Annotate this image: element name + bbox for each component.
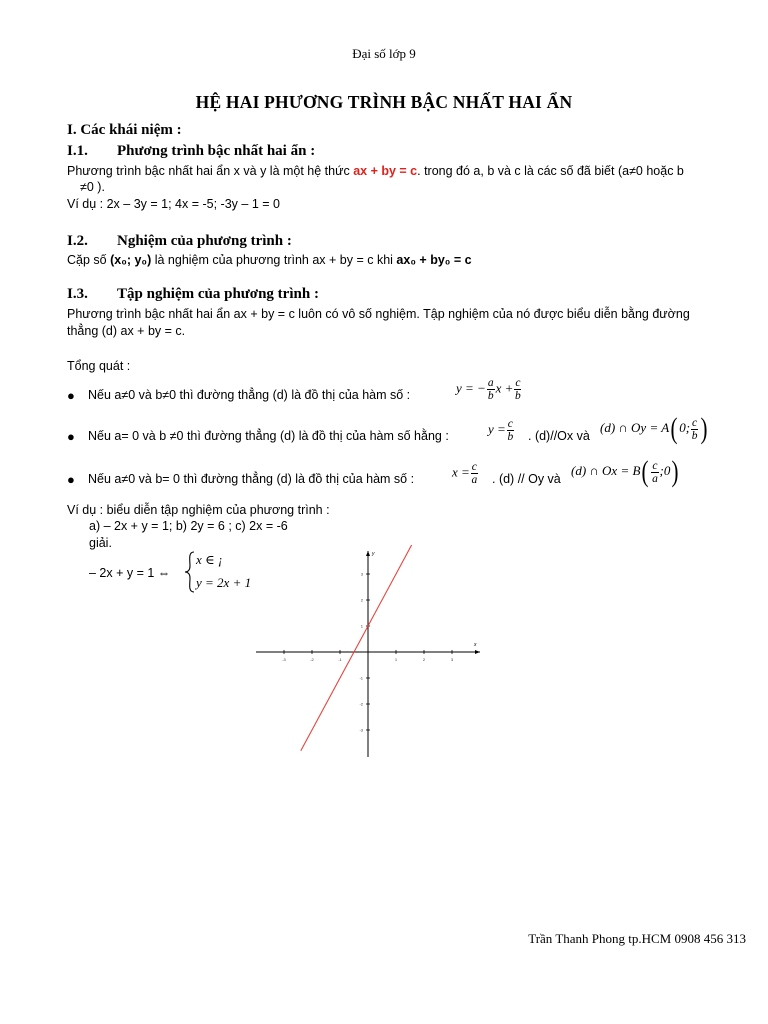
solution-set-text: Phương trình bậc nhất hai ẩn ax + by = c luôn có vô số nghiệm. Tập nghiệm của nó được biểu diễn bằng đường	[67, 307, 690, 321]
section-heading: I. Các khái niệm :	[67, 122, 182, 138]
y-tick-label: -3	[359, 727, 363, 733]
paren-open: (	[641, 455, 649, 488]
subsection-number: I.1.	[67, 143, 88, 159]
subsection-title: Tập nghiệm của phương trình :	[117, 286, 319, 302]
denominator: b	[507, 431, 514, 443]
subsection-heading-2	[67, 233, 292, 250]
formula-part: y =	[488, 421, 506, 437]
subsection-heading-1	[67, 143, 315, 160]
x-axis-arrow	[475, 650, 480, 654]
denominator: b	[515, 390, 521, 402]
numerator: c	[652, 459, 658, 472]
formula-part: 0;	[679, 419, 691, 435]
numerator: c	[692, 416, 698, 429]
denominator: b	[691, 429, 698, 442]
text-part: Cặp số	[67, 253, 111, 267]
x-tick-label: -1	[338, 657, 342, 662]
bullet-icon: ●	[67, 429, 75, 444]
formula-part: ;0	[659, 462, 671, 478]
bullet-case-3	[67, 472, 415, 487]
solution-label: giải.	[89, 536, 112, 550]
formula-part: (d) ∩ Ox = B	[571, 462, 641, 478]
formula-part: y = −	[456, 380, 486, 396]
definition-text	[67, 164, 684, 178]
formula-part: (d) ∩ Oy = A	[600, 419, 670, 435]
highlighted-formula: ax + by = c	[353, 164, 418, 178]
intersection-formula-a	[600, 414, 709, 444]
y-axis-arrow	[366, 551, 370, 556]
case-text: Nếu a≠0 và b≠0 thì đường thẳng (d) là đồ thị của hàm số :	[88, 388, 411, 402]
subsection-number: I.3.	[67, 286, 88, 302]
fraction	[514, 377, 521, 402]
condition-formula: ax₀ + by₀ = c	[396, 253, 472, 267]
formula-3	[452, 461, 479, 486]
general-label: Tổng quát :	[67, 359, 131, 373]
denominator: a	[471, 474, 478, 486]
x-tick-label: 3	[450, 657, 454, 662]
numerator: c	[471, 461, 477, 473]
y-tick-label: 1	[360, 623, 363, 629]
formula-part: x =	[452, 464, 470, 480]
page-header: Đại số lớp 9	[352, 46, 416, 61]
denominator: b	[487, 390, 494, 402]
line-graph	[252, 545, 486, 760]
bullet-icon: ●	[67, 472, 75, 487]
case-text: Nếu a= 0 và b ≠0 thì đường thẳng (d) là đồ thị của hàm số hằng :	[88, 429, 449, 443]
fraction	[507, 418, 514, 443]
subsection-number: I.2.	[67, 233, 88, 249]
bullet-case-2	[67, 429, 449, 444]
solution-set-text: thẳng (d) ax + by = c.	[67, 324, 186, 338]
x-tick-label: 2	[422, 657, 426, 662]
page-footer: Trần Thanh Phong tp.HCM 0908 456 313	[528, 931, 746, 946]
definition-continuation: ≠0 ).	[80, 180, 105, 194]
formula-2	[488, 418, 515, 443]
numerator: c	[515, 377, 521, 389]
denominator: a	[652, 472, 658, 485]
formula-part: x +	[495, 380, 514, 396]
fraction	[691, 417, 698, 442]
pair-symbol: (x₀; y₀)	[110, 253, 152, 267]
numerator: c	[507, 418, 513, 430]
fraction	[471, 461, 478, 486]
formula-1	[456, 377, 522, 402]
y-tick-label: 2	[360, 597, 363, 603]
paren-close: )	[671, 455, 679, 488]
x-axis-label: x	[474, 642, 477, 648]
subsection-title: Nghiệm của phương trình :	[117, 233, 292, 249]
paren-open: (	[670, 412, 678, 445]
solution-definition	[67, 253, 472, 267]
fraction	[651, 460, 658, 485]
equivalence-lhs: – 2x + y = 1 ⇔	[89, 566, 171, 580]
numerator: a	[487, 377, 494, 389]
parallel-text: . (d)//Ox và	[528, 429, 590, 443]
example-parts: a) – 2x + y = 1; b) 2y = 6 ; c) 2x = -6	[89, 519, 288, 533]
x-tick-label: -3	[282, 657, 286, 662]
system-line-2: y = 2x + 1	[196, 575, 252, 590]
bullet-icon: ●	[67, 388, 75, 403]
text-part: là nghiệm của phương trình ax + by = c khi	[151, 253, 397, 267]
y-tick-label: 3	[360, 571, 363, 577]
subsection-heading-3	[67, 286, 319, 303]
parallel-text: . (d) // Oy và	[492, 472, 561, 486]
definition-part: Phương trình bậc nhất hai ẩn x và y là một hệ thức	[67, 164, 354, 178]
y-tick-label: -1	[359, 675, 363, 681]
intersection-formula-b	[571, 457, 680, 487]
document-title: HỆ HAI PHƯƠNG TRÌNH BẬC NHẤT HAI ẨN	[195, 92, 573, 112]
x-tick-label: -2	[310, 657, 314, 662]
x-tick-label: 1	[394, 657, 398, 662]
fraction	[487, 377, 495, 402]
system-line-1: x ∈ ¡	[196, 552, 223, 567]
bullet-case-1	[67, 388, 411, 403]
paren-close: )	[700, 412, 708, 445]
y-axis-label: y	[372, 551, 375, 557]
y-tick-label: -2	[359, 701, 363, 707]
definition-part: . trong đó a, b và c là các số đã biết (a≠0 hoặc b	[417, 164, 684, 178]
subsection-title: Phương trình bậc nhất hai ẩn :	[117, 143, 316, 159]
example-intro: Ví dụ : biểu diễn tập nghiệm của phương trình :	[67, 503, 330, 517]
example-text: Ví dụ : 2x – 3y = 1; 4x = -5; -3y – 1 = 0	[67, 197, 280, 211]
system-brace	[183, 550, 197, 594]
case-text: Nếu a≠0 và b= 0 thì đường thẳng (d) là đồ thị của hàm số :	[88, 472, 415, 486]
